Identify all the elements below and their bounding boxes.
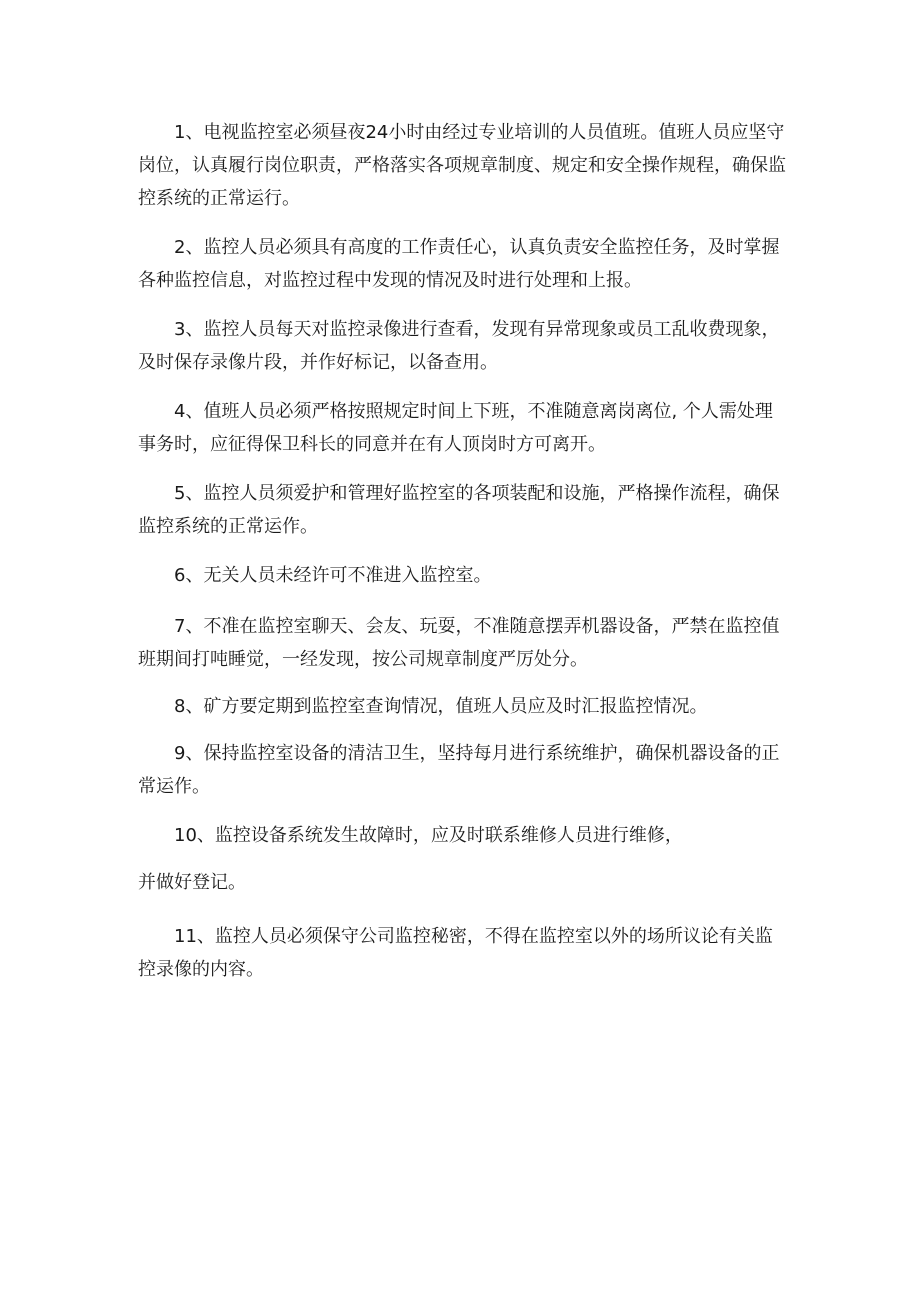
rule-item-10-continuation: 并做好登记。	[138, 872, 246, 893]
rule-item-6: 6、无关人员未经许可不准进入监控室。	[174, 565, 492, 586]
rule-item-1: 1、电视监控室必须昼夜24小时由经过专业培训的人员值班。值班人员应坚守岗位，认真履行岗位职责，严格落实各项规章制度、规定和安全操作规程，确保监控系统的正常运行。	[138, 122, 786, 209]
rule-item-2: 2、监控人员必须具有高度的工作责任心，认真负责安全监控任务，及时掌握各种监控信息，对监控过程中发现的情况及时进行处理和上报。	[138, 237, 780, 291]
rule-item-3: 3、监控人员每天对监控录像进行查看，发现有异常现象或员工乱收费现象，及时保存录像片段，并作好标记，以备查用。	[138, 319, 780, 373]
rule-item-10: 10、监控设备系统发生故障时，应及时联系维修人员进行维修，	[174, 825, 683, 846]
rules-body	[138, 116, 788, 986]
rule-item-8: 8、矿方要定期到监控室查询情况，值班人员应及时汇报监控情况。	[174, 696, 708, 717]
rule-item-4: 4、值班人员必须严格按照规定时间上下班，不准随意离岗离位, 个人需处理事务时，应征得保卫科长的同意并在有人顶岗时方可离开。	[138, 401, 773, 455]
rule-item-5: 5、监控人员须爱护和管理好监控室的各项装配和设施，严格操作流程，确保监控系统的正常运作。	[138, 483, 780, 537]
rule-item-9: 9、保持监控室设备的清洁卫生，坚持每月进行系统维护，确保机器设备的正常运作。	[138, 743, 780, 797]
rule-item-11: 11、监控人员必须保守公司监控秘密，不得在监控室以外的场所议论有关监控录像的内容。	[138, 926, 773, 980]
rule-item-7: 7、不准在监控室聊天、会友、玩耍，不准随意摆弄机器设备，严禁在监控值班期间打吨睡觉，一经发现，按公司规章制度严厉处分。	[138, 616, 780, 670]
